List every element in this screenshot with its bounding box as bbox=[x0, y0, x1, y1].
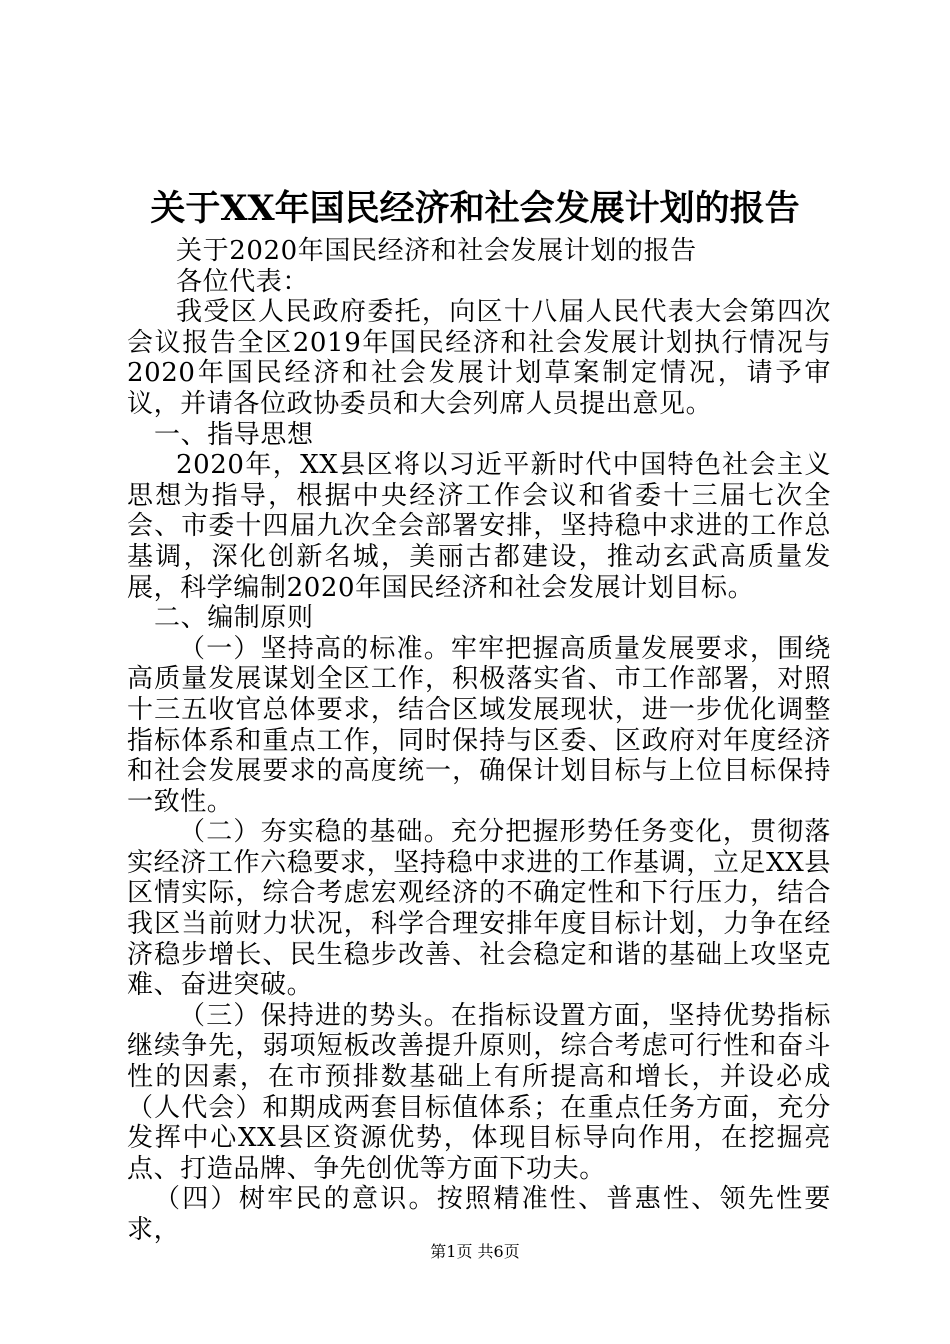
paragraph-principle-3: （三）保持进的势头。在指标设置方面，坚持优势指标继续争先，弱项短板改善提升原则，综合考虑可行性和奋斗性的因素，在市预排数基础上有所提高和增长，并设必成（人代会）和期成两套目标值体系；在重点任务方面，充分发挥中心XX县区资源优势，体现目标导向作用，在挖掘亮点、打造品牌、争先创优等方面下功夫。 bbox=[127, 1000, 831, 1184]
paragraph-intro: 我受区人民政府委托，向区十八届人民代表大会第四次会议报告全区2019年国民经济和社会发展计划执行情况与2020年国民经济和社会发展计划草案制定情况，请予审议，并请各位政协委员和大会列席人员提出意见。 bbox=[127, 297, 831, 419]
salutation: 各位代表： bbox=[176, 266, 310, 297]
section-heading-principles: 二、编制原则 bbox=[154, 603, 314, 634]
paragraph-principle-1: （一）坚持高的标准。牢牢把握高质量发展要求，围绕高质量发展谋划全区工作，积极落实省、市工作部署，对照十三五收官总体要求，结合区域发展现状，进一步优化调整指标体系和重点工作，同时保持与区委、区政府对年度经济和社会发展要求的高度统一，确保计划目标与上位目标保持一致性。 bbox=[127, 633, 831, 817]
document-title: 关于XX年国民经济和社会发展计划的报告 bbox=[150, 188, 800, 229]
document-body bbox=[127, 236, 831, 1246]
paragraph-guiding-thought: 2020年，XX县区将以习近平新时代中国特色社会主义思想为指导，根据中央经济工作会议和省委十三届七次全会、市委十四届九次全会部署安排，坚持稳中求进的工作总基调，深化创新名城，美丽古都建设，推动玄武高质量发展，科学编制2020年国民经济和社会发展计划目标。 bbox=[127, 450, 831, 603]
section-heading-guiding-thought: 一、指导思想 bbox=[154, 419, 314, 450]
document-subtitle: 关于2020年国民经济和社会发展计划的报告 bbox=[176, 236, 697, 266]
page-number-footer: 第1页 共6页 bbox=[430, 1242, 520, 1261]
paragraph-principle-4: （四）树牢民的意识。按照精准性、普惠性、领先性要求， bbox=[127, 1184, 831, 1245]
paragraph-principle-2: （二）夯实稳的基础。充分把握形势任务变化，贯彻落实经济工作六稳要求，坚持稳中求进的工作基调，立足XX县区情实际，综合考虑宏观经济的不确定性和下行压力，结合我区当前财力状况，科学合理安排年度目标计划，力争在经济稳步增长、民生稳步改善、社会稳定和谐的基础上攻坚克难、奋进突破。 bbox=[127, 817, 831, 1001]
